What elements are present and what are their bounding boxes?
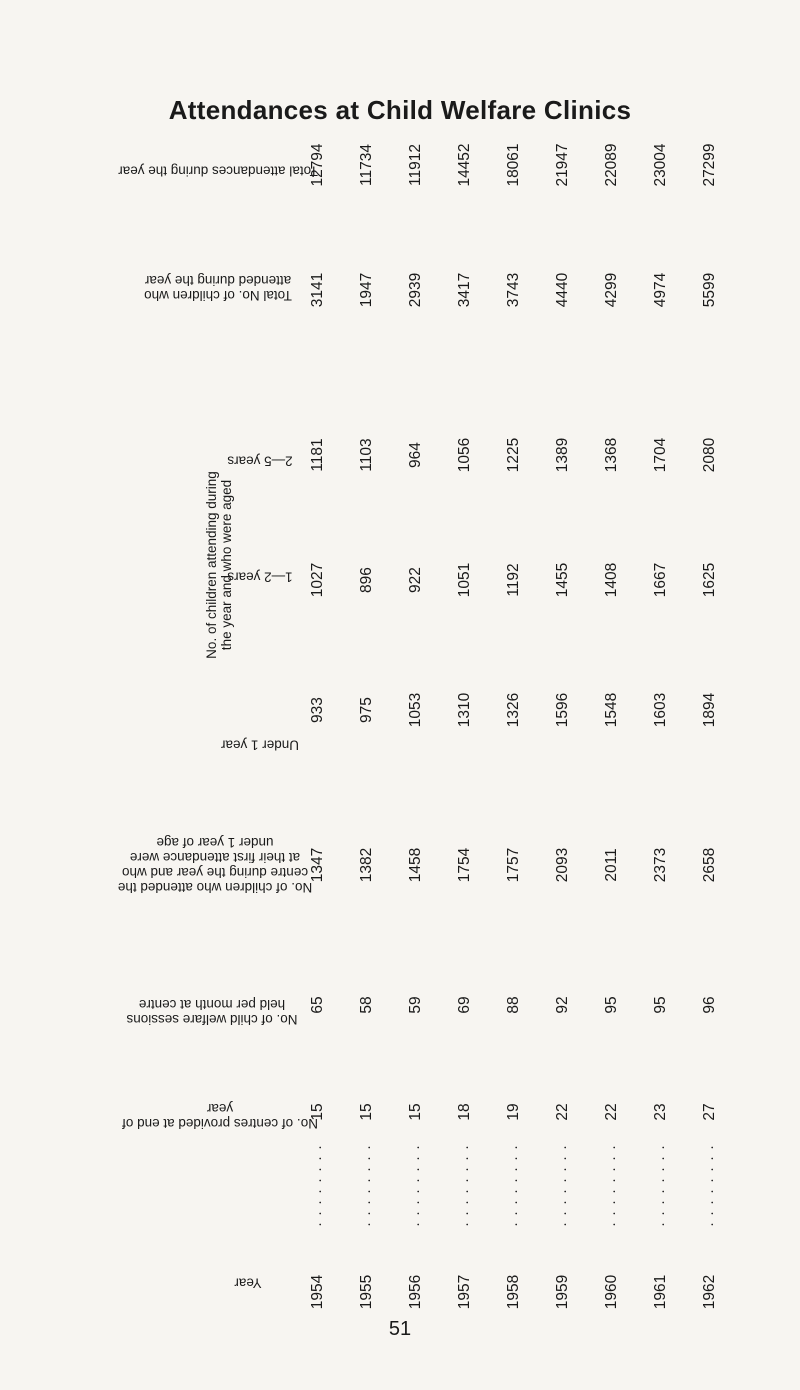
cell-total-children: 4974: [652, 272, 669, 308]
cell-centres: 22: [603, 1103, 620, 1121]
cell-under1: 1053: [407, 692, 424, 728]
cell-year: 1956: [407, 1274, 424, 1310]
header-total-attendances: Total attendances during the year: [118, 163, 318, 179]
cell-one-two: 1455: [554, 562, 571, 598]
cell-year: 1954: [309, 1274, 326, 1310]
cell-centres: 22: [554, 1103, 571, 1121]
cell-total-attendances: 23004: [652, 143, 669, 187]
cell-centres: 15: [309, 1103, 326, 1121]
cell-under1: 1596: [554, 692, 571, 728]
cell-centres: 15: [358, 1103, 375, 1121]
cell-under1: 975: [358, 697, 375, 723]
cell-total-attendances: 21947: [554, 143, 571, 187]
cell-one-two: 896: [358, 567, 375, 593]
page-title: Attendances at Child Welfare Clinics: [168, 95, 632, 125]
leader-dots: . . . . . . . .: [702, 1143, 717, 1227]
cell-total-children: 5599: [701, 272, 718, 308]
cell-total-attendances: 11734: [358, 144, 375, 186]
header-one-two: 1—2 years: [227, 569, 293, 585]
leader-dots: . . . . . . . .: [310, 1143, 325, 1227]
cell-year: 1958: [505, 1274, 522, 1310]
cell-one-two: 1027: [309, 562, 326, 598]
cell-one-two: 1408: [603, 562, 620, 598]
cell-sessions: 59: [407, 996, 424, 1014]
cell-first-attended: 1458: [407, 847, 424, 883]
cell-one-two: 1051: [456, 562, 473, 598]
cell-one-two: 1192: [505, 563, 522, 597]
cell-year: 1960: [603, 1274, 620, 1310]
cell-under1: 1603: [652, 692, 669, 728]
cell-one-two: 1667: [652, 562, 669, 598]
cell-under1: 1310: [456, 692, 473, 728]
cell-two-five: 1103: [358, 438, 375, 472]
cell-centres: 18: [456, 1103, 473, 1121]
cell-two-five: 1368: [603, 437, 620, 473]
cell-sessions: 95: [603, 996, 620, 1014]
cell-first-attended: 2658: [701, 847, 718, 883]
cell-under1: 1326: [505, 692, 522, 728]
cell-total-attendances: 22089: [603, 143, 620, 187]
leader-dots: . . . . . . . .: [359, 1143, 374, 1227]
cell-two-five: 1056: [456, 437, 473, 473]
header-centres: No. of centres provided at end of year: [122, 1101, 318, 1131]
header-under-one: Under 1 year: [220, 737, 300, 753]
cell-two-five: 1389: [554, 437, 571, 473]
cell-under1: 1548: [603, 692, 620, 728]
header-year: Year: [234, 1275, 262, 1291]
header-total-children: Total No. of children who attended during the year: [144, 273, 292, 303]
cell-year: 1961: [652, 1274, 669, 1310]
page-number: 51: [388, 1318, 412, 1340]
header-sessions: No. of child welfare sessions held per month at centre: [126, 997, 298, 1027]
cell-two-five: 1704: [652, 437, 669, 473]
header-first-attended: No. of children who attended the centre during the year and who at their first attendance were under 1 year of age: [117, 835, 313, 895]
leader-dots: . . . . . . . .: [653, 1143, 668, 1227]
cell-one-two: 1625: [701, 562, 718, 598]
cell-sessions: 88: [505, 996, 522, 1014]
cell-year: 1962: [701, 1274, 718, 1310]
header-two-five: 2—5 years: [227, 453, 293, 469]
cell-sessions: 95: [652, 996, 669, 1014]
cell-total-children: 2939: [407, 272, 424, 308]
cell-under1: 1894: [701, 692, 718, 728]
cell-total-attendances: 14452: [456, 143, 473, 187]
cell-total-children: 3417: [456, 272, 473, 308]
cell-centres: 27: [701, 1103, 718, 1121]
header-group-title: No. of children attending during the year and who were aged: [204, 471, 234, 659]
cell-under1: 933: [309, 697, 326, 723]
cell-sessions: 96: [701, 996, 718, 1014]
cell-one-two: 922: [407, 567, 424, 593]
cell-first-attended: 1757: [505, 847, 522, 883]
leader-dots: . . . . . . . .: [604, 1143, 619, 1227]
cell-total-children: 4440: [554, 272, 571, 308]
leader-dots: . . . . . . . .: [555, 1143, 570, 1227]
cell-two-five: 1225: [505, 437, 522, 473]
cell-first-attended: 1382: [358, 847, 375, 883]
leader-dots: . . . . . . . .: [408, 1143, 423, 1227]
cell-sessions: 58: [358, 996, 375, 1014]
cell-total-attendances: 27299: [701, 143, 718, 187]
cell-sessions: 92: [554, 996, 571, 1014]
leader-dots: . . . . . . . .: [457, 1143, 472, 1227]
cell-year: 1957: [456, 1274, 473, 1310]
cell-year: 1959: [554, 1274, 571, 1310]
cell-first-attended: 2011: [603, 848, 620, 882]
cell-total-children: 4299: [603, 272, 620, 308]
cell-year: 1955: [358, 1274, 375, 1310]
cell-total-attendances: 12794: [309, 143, 326, 187]
leader-dots: . . . . . . . .: [506, 1143, 521, 1227]
cell-sessions: 69: [456, 996, 473, 1014]
cell-sessions: 65: [309, 996, 326, 1014]
cell-total-attendances: 11912: [407, 144, 424, 186]
cell-centres: 23: [652, 1103, 669, 1121]
cell-centres: 19: [505, 1103, 522, 1121]
cell-total-children: 3141: [309, 272, 326, 308]
cell-total-attendances: 18061: [505, 143, 522, 187]
cell-first-attended: 2093: [554, 847, 571, 883]
cell-two-five: 2080: [701, 437, 718, 473]
cell-first-attended: 1347: [309, 847, 326, 883]
cell-first-attended: 1754: [456, 847, 473, 883]
cell-total-children: 3743: [505, 272, 522, 308]
cell-two-five: 1181: [309, 438, 326, 472]
cell-total-children: 1947: [358, 272, 375, 308]
cell-centres: 15: [407, 1103, 424, 1121]
cell-two-five: 964: [407, 442, 424, 468]
cell-first-attended: 2373: [652, 847, 669, 883]
